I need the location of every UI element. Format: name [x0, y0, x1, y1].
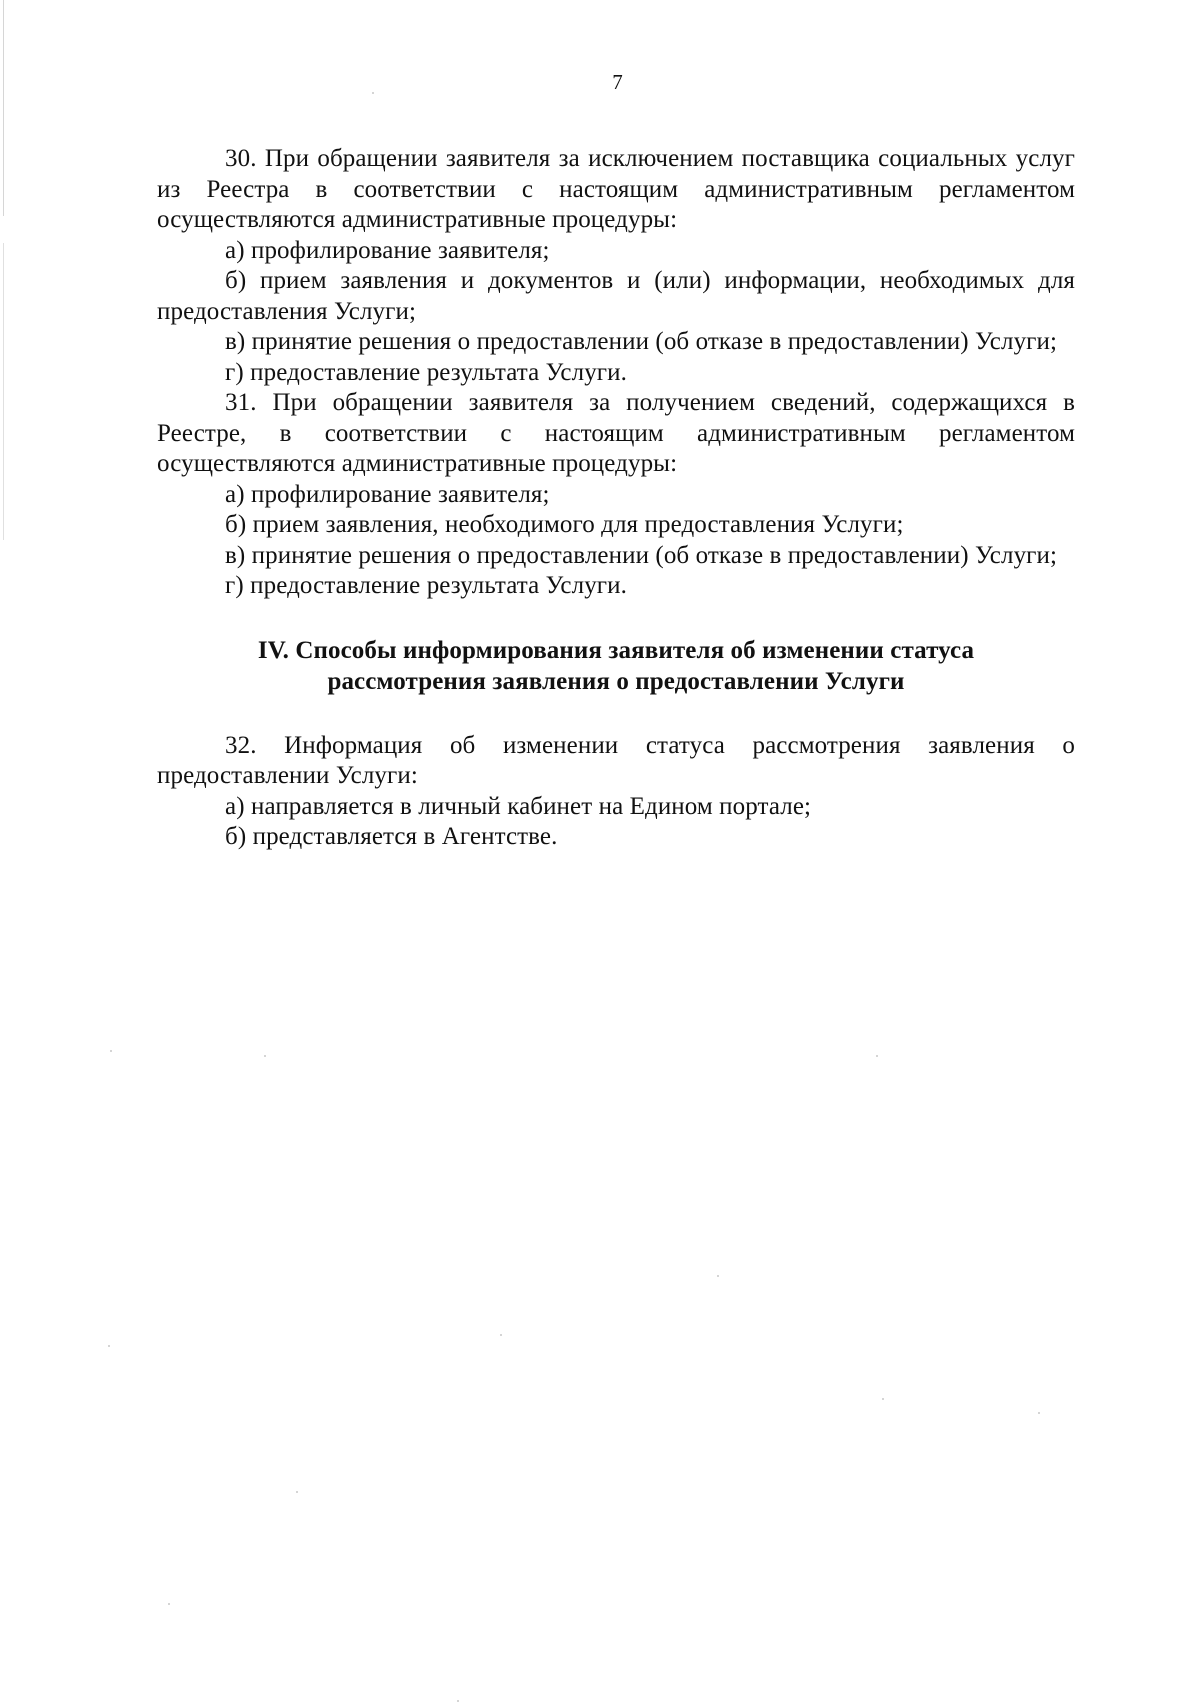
paragraph-31-item-a: а) профилирование заявителя; [225, 480, 550, 508]
scan-speck [264, 1055, 266, 1057]
scan-speck [1038, 1412, 1040, 1414]
page-number: 7 [612, 70, 623, 94]
scan-speck [108, 1345, 110, 1347]
paragraph-31-item-g: г) предоставление результата Услуги. [225, 572, 627, 599]
scan-speck [717, 1275, 719, 1277]
scan-speck [110, 1050, 112, 1052]
paragraph-30-item-g: г) предоставление результата Услуги. [225, 358, 627, 386]
paragraph-32: 32. Информация об изменении статуса рассмотрения заявления о предоставлении Услуги: [157, 731, 1075, 789]
scan-speck [372, 92, 374, 94]
paragraph-31: 31. При обращении заявителя за получением сведений, содержащихся в Реестре, в соответствии с настоящим административным регламентом осуществляются административные процедуры: [157, 389, 1075, 477]
paragraph-31-item-b: б) прием заявления, необходимого для предоставления Услуги; [225, 511, 904, 538]
scan-speck [500, 1334, 502, 1336]
paragraph-32-item-a: а) направляется в личный кабинет на Едином портале; [225, 792, 812, 820]
paragraph-31-item-v: в) принятие решения о предоставлении (об отказе в предоставлении) Услуги; [225, 541, 1058, 569]
scan-speck [296, 1491, 298, 1493]
paragraph-30: 30. При обращении заявителя за исключением поставщика социальных услуг из Реестра в соответствии с настоящим административным регламентом осуществляются административные процедуры: [157, 145, 1075, 233]
scan-speck [882, 1398, 884, 1400]
scan-speck [168, 1603, 170, 1605]
section-heading-line-2: рассмотрения заявления о предоставлении Услуги [327, 667, 905, 695]
scan-speck [457, 1700, 459, 1702]
paragraph-30-item-v: в) принятие решения о предоставлении (об отказе в предоставлении) Услуги; [225, 328, 1058, 355]
scan-speck [876, 1055, 878, 1057]
paragraph-30-item-a: а) профилирование заявителя; [225, 236, 550, 264]
paragraph-30-item-b: б) прием заявления и документов и (или) информации, необходимых для предоставления Услуги; [157, 267, 1075, 325]
section-heading-line-1: IV. Способы информирования заявителя об изменении статуса [257, 636, 975, 664]
section-heading [157, 635, 1075, 697]
paragraph-32-item-b: б) представляется в Агентстве. [225, 823, 558, 850]
document-body [157, 144, 1075, 853]
